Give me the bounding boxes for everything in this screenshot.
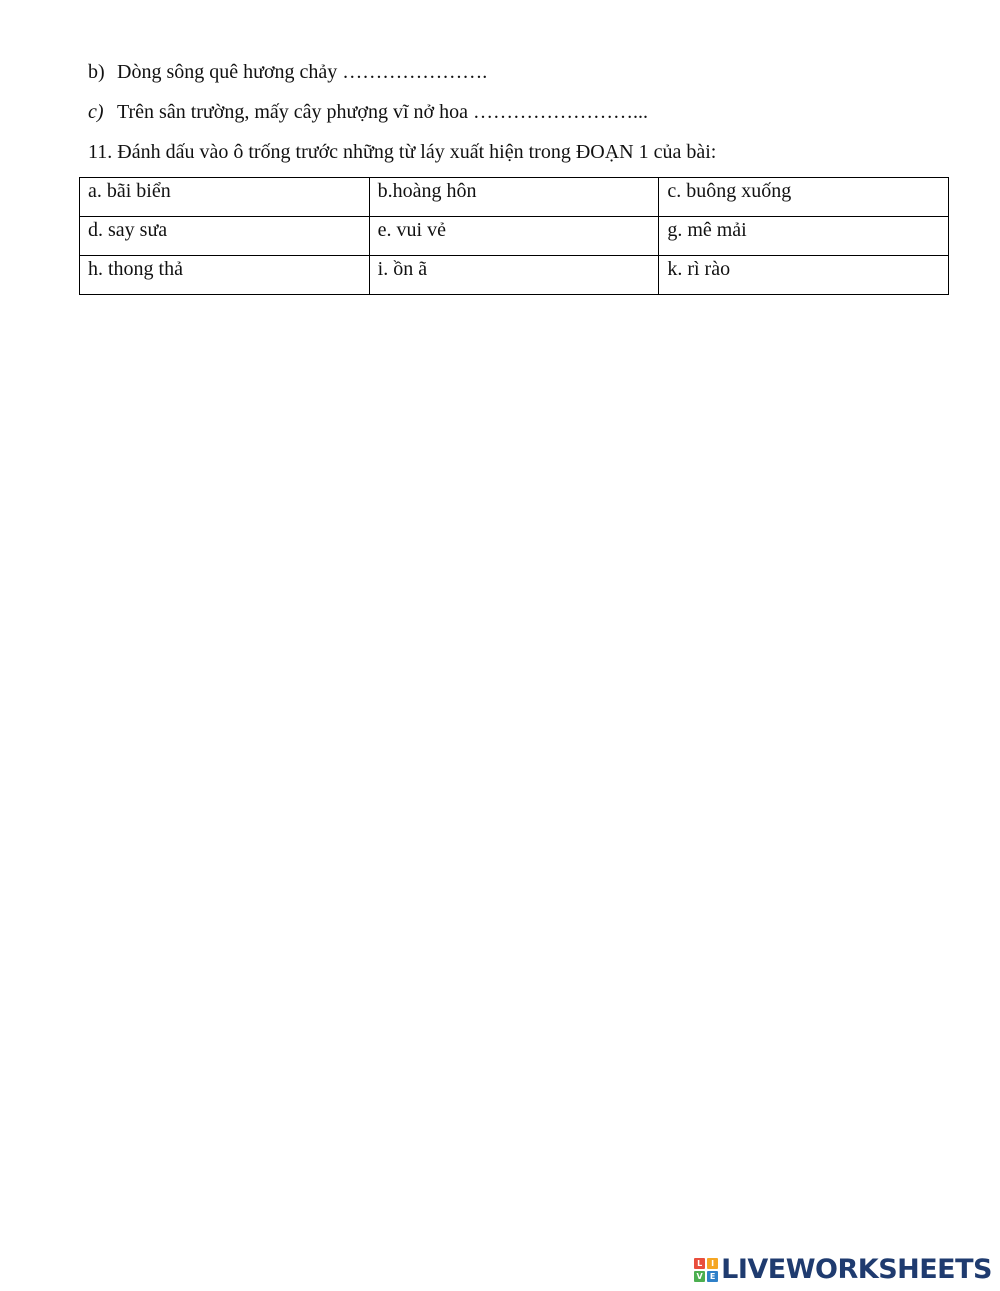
logo-letter: L [694,1258,705,1269]
logo-letter: I [707,1258,718,1269]
item-c-prefix: c) [88,101,104,123]
word-option-h[interactable]: h. thong thả [80,256,370,295]
question-11: 11. Đánh dấu vào ô trống trước những từ láy xuất hiện trong ĐOẠN 1 của bài: [88,141,717,163]
table-row [80,217,949,256]
liveworksheets-brand [694,1254,992,1285]
table-row [80,178,949,217]
item-c-text: Trên sân trường, mấy cây phượng vĩ nở hoa ……………………... [117,101,648,123]
word-option-e[interactable]: e. vui vẻ [369,217,659,256]
word-option-g[interactable]: g. mê mải [659,217,949,256]
word-option-b[interactable]: b.hoàng hôn [369,178,659,217]
item-b-prefix: b) [88,61,105,83]
word-option-d[interactable]: d. say sưa [80,217,370,256]
exercise-item-c [88,100,648,124]
brand-text: LIVEWORKSHEETS [721,1254,992,1285]
word-option-c[interactable]: c. buông xuống [659,178,949,217]
logo-letter: V [694,1271,705,1282]
table-row [80,256,949,295]
liveworksheets-logo-icon [694,1258,718,1282]
logo-letter: E [707,1271,718,1282]
word-option-k[interactable]: k. rì rào [659,256,949,295]
word-table [79,177,949,295]
word-option-i[interactable]: i. ồn ã [369,256,659,295]
word-option-a[interactable]: a. bãi biển [80,178,370,217]
item-b-text: Dòng sông quê hương chảy …………………. [117,61,488,83]
exercise-item-b [88,60,487,84]
